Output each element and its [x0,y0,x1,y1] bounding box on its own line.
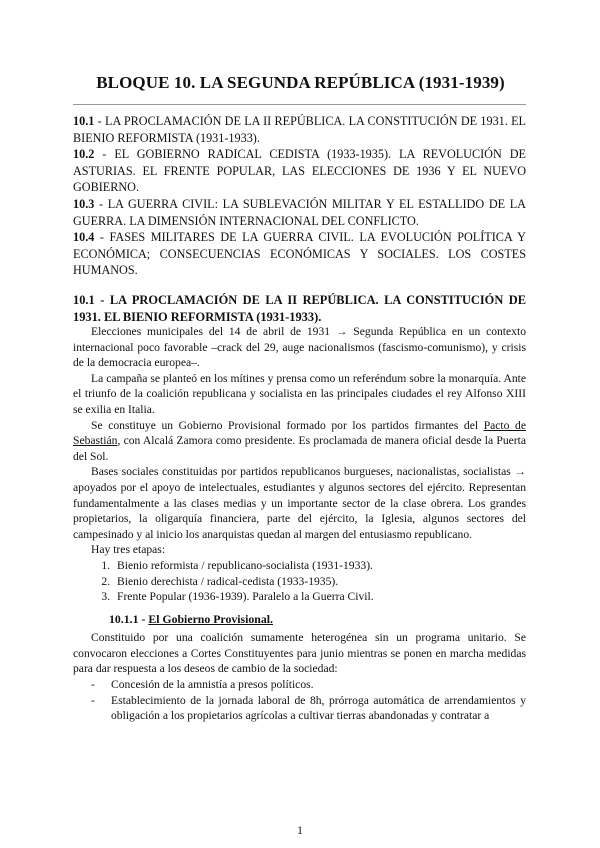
paragraph-campaign: La campaña se planteó en los mítines y prensa como un referéndum sobre la monarquía. Ante el triunfo de la coalición republicana y socialista en las principales ciudades el rey Alfonso XIII se exilia en Italia. [73,371,526,416]
toc-item [73,196,526,229]
toc-item-text: - FASES MILITARES DE LA GUERRA CIVIL. LA EVOLUCIÓN POLÍTICA Y ECONÓMICA; CONSECUENCIAS ECONÓMICAS Y SOCIALES. LOS COSTES HUMANOS. [73,230,526,278]
toc-item-number: 10.2 [73,147,95,162]
page-number: 1 [297,823,303,837]
subsection-title: El Gobierno Provisional. [148,611,273,626]
section-heading: 10.1 - LA PROCLAMACIÓN DE LA II REPÚBLICA. LA CONSTITUCIÓN DE 1931. EL BIENIO REFORMISTA (1931-1933). [73,293,526,324]
dash-marker: - [91,693,95,707]
paragraph-elections: Elecciones municipales del 14 de abril de 1931 → Segunda República en un contexto internacional poco favorable –crack del 29, auge nacionalismos (fascismo-comunismo), y crisis de la democracia europea–. [73,325,526,370]
section-body [73,324,526,724]
paragraph-provisional-government [73,418,526,465]
list-item-text: Establecimiento de la jornada laboral de 8h, prórroga automática de arrendamientos y obligación a los propietarios agrícolas a cultivar tierras abandonadas y contratar a [111,693,526,723]
measures-list [73,677,526,724]
list-item: 2. Bienio derechista / radical-cedista (1933-1935). [113,574,526,590]
pacto-de-sebastian-link[interactable]: Pacto de Sebastián [73,418,526,448]
toc-item-number: 10.1 [73,114,95,128]
title-divider [73,104,526,105]
dash-marker: - [91,678,95,692]
toc-item-number: 10.4 [73,230,95,245]
stages-intro: Hay tres etapas: [91,543,166,557]
list-item: 3. Frente Popular (1936-1939). Paralelo a la Guerra Civil. [113,589,526,605]
list-item: 1. Bienio reformista / republicano-socialista (1931-1933). [113,558,526,574]
document-title: BLOQUE 10. LA SEGUNDA REPÚBLICA (1931-1939) [96,73,505,92]
toc-item-text: - LA GUERRA CIVIL: LA SUBLEVACIÓN MILITAR Y EL ESTALLIDO DE LA GUERRA. LA DIMENSIÓN INTERNACIONAL DEL CONFLICTO. [73,196,526,228]
table-of-contents [73,113,526,279]
subsection-number: 10.1.1 - [109,611,149,626]
toc-item-text: - LA PROCLAMACIÓN DE LA II REPÚBLICA. LA CONSTITUCIÓN DE 1931. EL BIENIO REFORMISTA (1931-1933). [73,114,526,145]
subsection-heading [109,612,526,628]
list-item [73,693,526,724]
toc-item-text: - EL GOBIERNO RADICAL CEDISTA (1933-1935). LA REVOLUCIÓN DE ASTURIAS. EL FRENTE POPULAR, LAS ELECCIONES DE 1936 Y EL NUEVO GOBIERNO. [73,147,526,195]
paragraph-social-bases: Bases sociales constituidas por partidos republicanos burgueses, nacionalistas, socialistas → apoyados por el apoyo de intelectuales, estudiantes y algunos sectores del ejército. Representan fundamentalmente a las clases medias y un importante sector de la clase obrera. Los grandes propietarios, la oligarquía financiera, parte del ejército, la Iglesia, algunos sectores del campesinado y al inicio los anarquistas quedan al margen del entusiasmo republicano. [73,465,526,541]
list-item-text: Concesión de la amnistía a presos políticos. [111,678,314,692]
toc-item-number: 10.3 [73,196,95,211]
paragraph-text: , con Alcalá Zamora como presidente. Es proclamada de manera oficial desde la Puerta del Sol. [73,434,526,463]
stages-list [73,558,526,605]
toc-item [73,229,526,279]
list-item [73,677,526,693]
paragraph-text: Se constituye un Gobierno Provisional formado por los partidos firmantes del [91,418,484,432]
paragraph-coalition: Constituido por una coalición sumamente heterogénea sin un programa unitario. Se convocaron elecciones a Cortes Constituyentes para junio mientras se ponen en marcha medidas para dar respuesta a los deseos de cambio de la sociedad: [73,631,526,676]
toc-item [73,146,526,196]
toc-item [73,113,526,146]
